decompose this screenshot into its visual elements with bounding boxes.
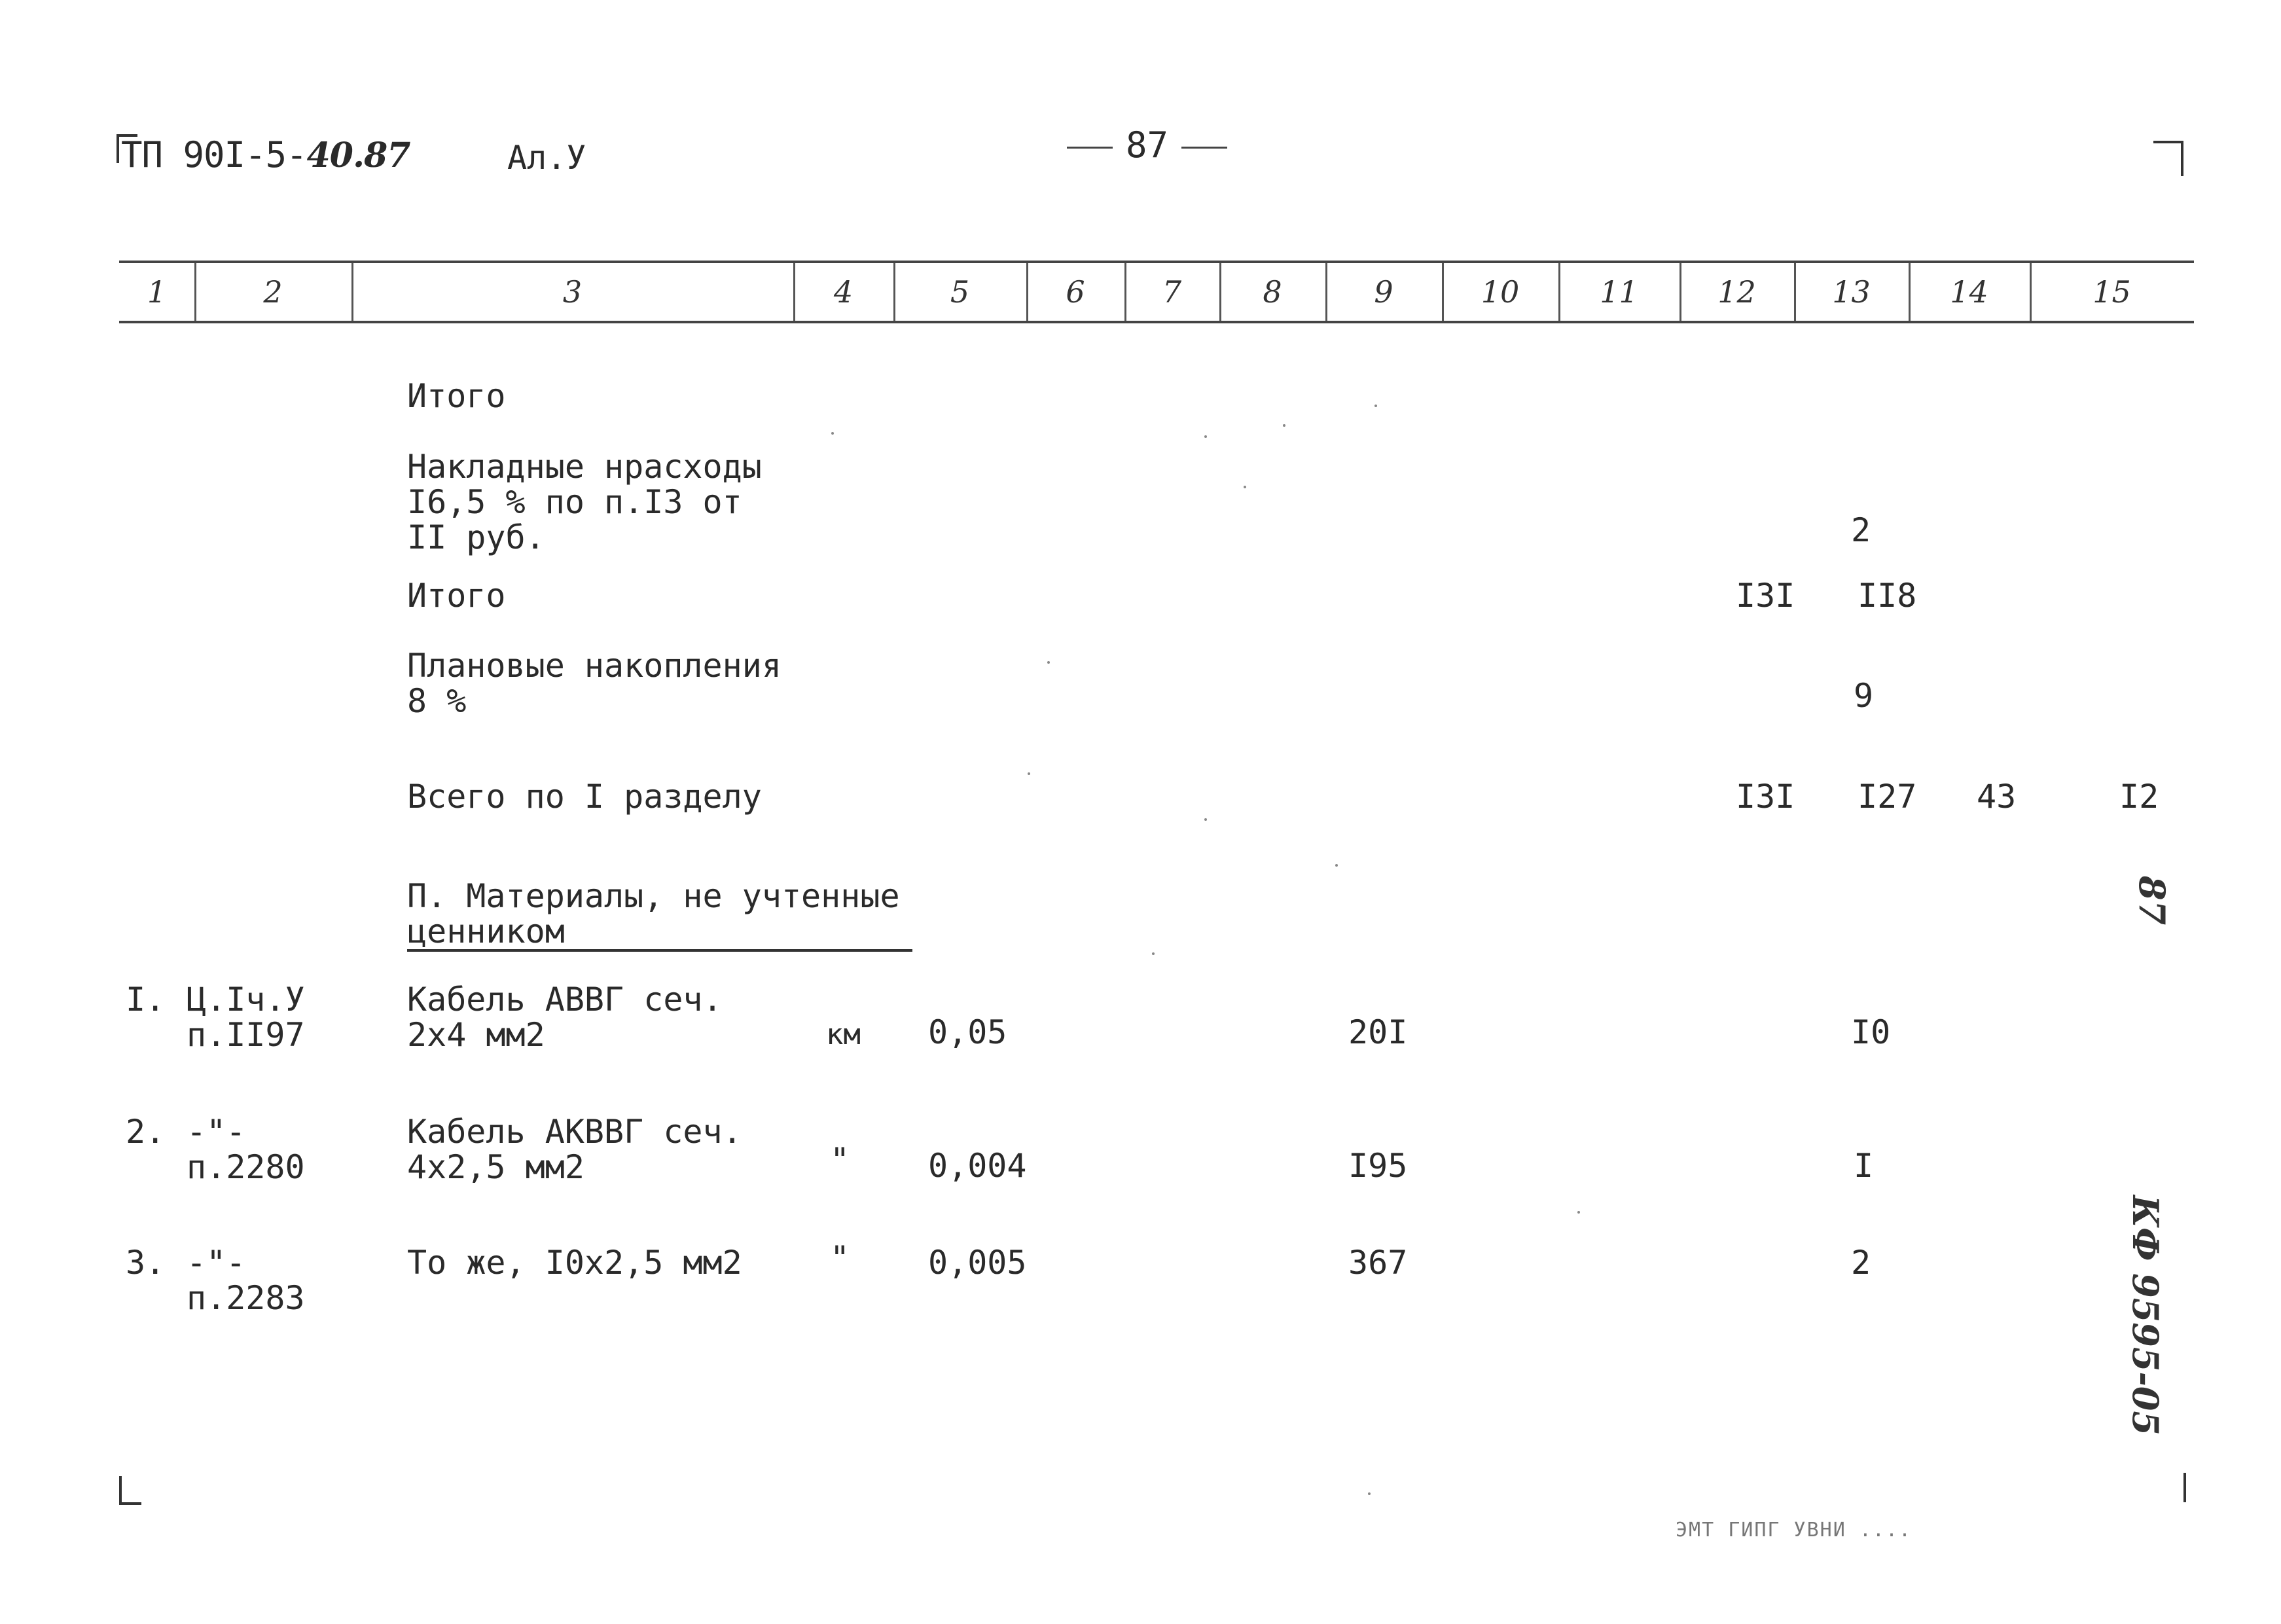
row-planned-savings-name [407,648,781,719]
row-section-total-name: Всего по I разделу [407,778,762,816]
item-1-unit: км [826,1018,861,1051]
row-total-2-col12: I3I [1736,577,1795,615]
scan-speck [1374,405,1377,407]
item-1-name: Кабель АВВГ сеч. 2х4 мм2 [407,981,723,1054]
sheet-label: Ал.У [507,139,586,177]
item-2-col13: I [1854,1147,1874,1185]
column-header-13: 13 [1794,263,1911,321]
item-3-name: То же, I0х2,5 мм2 [407,1244,742,1282]
item-1-number: I. [126,981,166,1019]
item-3-reference: -"- п.2283 [187,1244,305,1317]
item-1-reference: Ц.Iч.У п.II97 [187,981,305,1054]
scan-speck [1204,818,1207,821]
column-header-9: 9 [1325,263,1444,321]
column-header-12: 12 [1679,263,1796,321]
item-1-price: 20I [1348,1013,1408,1051]
column-header-1: 1 [119,263,196,321]
row-section-total-col13: I27 [1858,778,1917,816]
row-overhead-name [407,449,762,555]
row-section-total-col14: 43 [1977,778,2017,816]
row-overhead-line-3: II руб. [407,518,545,556]
row-section-total-col12: I3I [1736,778,1795,816]
item-1-quantity: 0,05 [928,1013,1007,1051]
section-2-heading-line-2: ценником [407,914,912,952]
item-3-price: 367 [1348,1244,1408,1282]
item-3-unit: " [830,1239,850,1277]
page-number: 87 [1054,124,1240,166]
row-planned-savings-col13: 9 [1854,677,1874,715]
column-header-11: 11 [1558,263,1681,321]
item-2-reference: -"- п.2280 [187,1113,305,1186]
footer-stamp: ЭМТ ГИПГ УВНИ .... [1676,1519,1913,1542]
row-total-2-col13: II8 [1858,577,1917,615]
corner-mark-bottom-right [2180,1473,2186,1502]
column-header-row [119,261,2194,323]
row-overhead-line-2: I6,5 % по п.I3 от [407,483,742,521]
scan-speck [1152,952,1155,955]
item-2-price: I95 [1348,1147,1408,1185]
column-header-15: 15 [2092,274,2131,310]
row-overhead-col13: 2 [1851,511,1871,549]
scan-speck [831,432,834,435]
column-header-6: 6 [1026,263,1126,321]
column-header-5: 5 [893,263,1028,321]
column-header-2: 2 [194,263,353,321]
scan-speck [1368,1492,1371,1495]
column-header-14: 14 [1909,263,2032,321]
row-planned-savings-line-2: 8 % [407,682,467,720]
column-header-3: 3 [351,263,795,321]
item-3-number: 3. [126,1244,166,1282]
scan-speck [1244,486,1246,488]
item-2-unit: " [830,1141,850,1179]
row-planned-savings-line-1: Плановые накопления [407,647,781,685]
column-header-7: 7 [1124,263,1221,321]
corner-mark-bottom-left [119,1476,141,1505]
row-total-1-name: Итого [407,377,506,415]
document-code-handwritten: 40.87 [306,135,410,175]
item-2-name: Кабель АКВВГ сеч. 4х2,5 мм2 [407,1113,742,1186]
column-header-10: 10 [1442,263,1560,321]
item-2-number: 2. [126,1113,166,1151]
column-header-4: 4 [793,263,895,321]
item-1-col13: I0 [1851,1013,1891,1051]
margin-code-note: КФ 9595-05 [2125,1195,2166,1436]
section-2-heading-line-1: П. Материалы, не учтенные [407,877,900,915]
scan-speck [1047,661,1050,664]
row-overhead-line-1: Накладные нрасходы [407,448,762,486]
item-3-col13: 2 [1851,1244,1871,1282]
corner-mark-top-right [2153,141,2183,176]
scan-speck [1335,864,1338,867]
scan-speck [1283,424,1285,427]
scan-speck [1204,435,1207,438]
item-3-quantity: 0,005 [928,1244,1027,1282]
scan-speck [1028,772,1030,775]
document-code: ТП 90I-5-40.87 [121,134,410,175]
scan-speck [1577,1211,1580,1214]
item-2-quantity: 0,004 [928,1147,1027,1185]
margin-page-note: 87 [2131,876,2173,926]
column-header-8: 8 [1219,263,1327,321]
row-total-2-name: Итого [407,577,506,615]
row-section-total-col15: I2 [2119,778,2159,816]
section-2-heading [407,878,912,952]
